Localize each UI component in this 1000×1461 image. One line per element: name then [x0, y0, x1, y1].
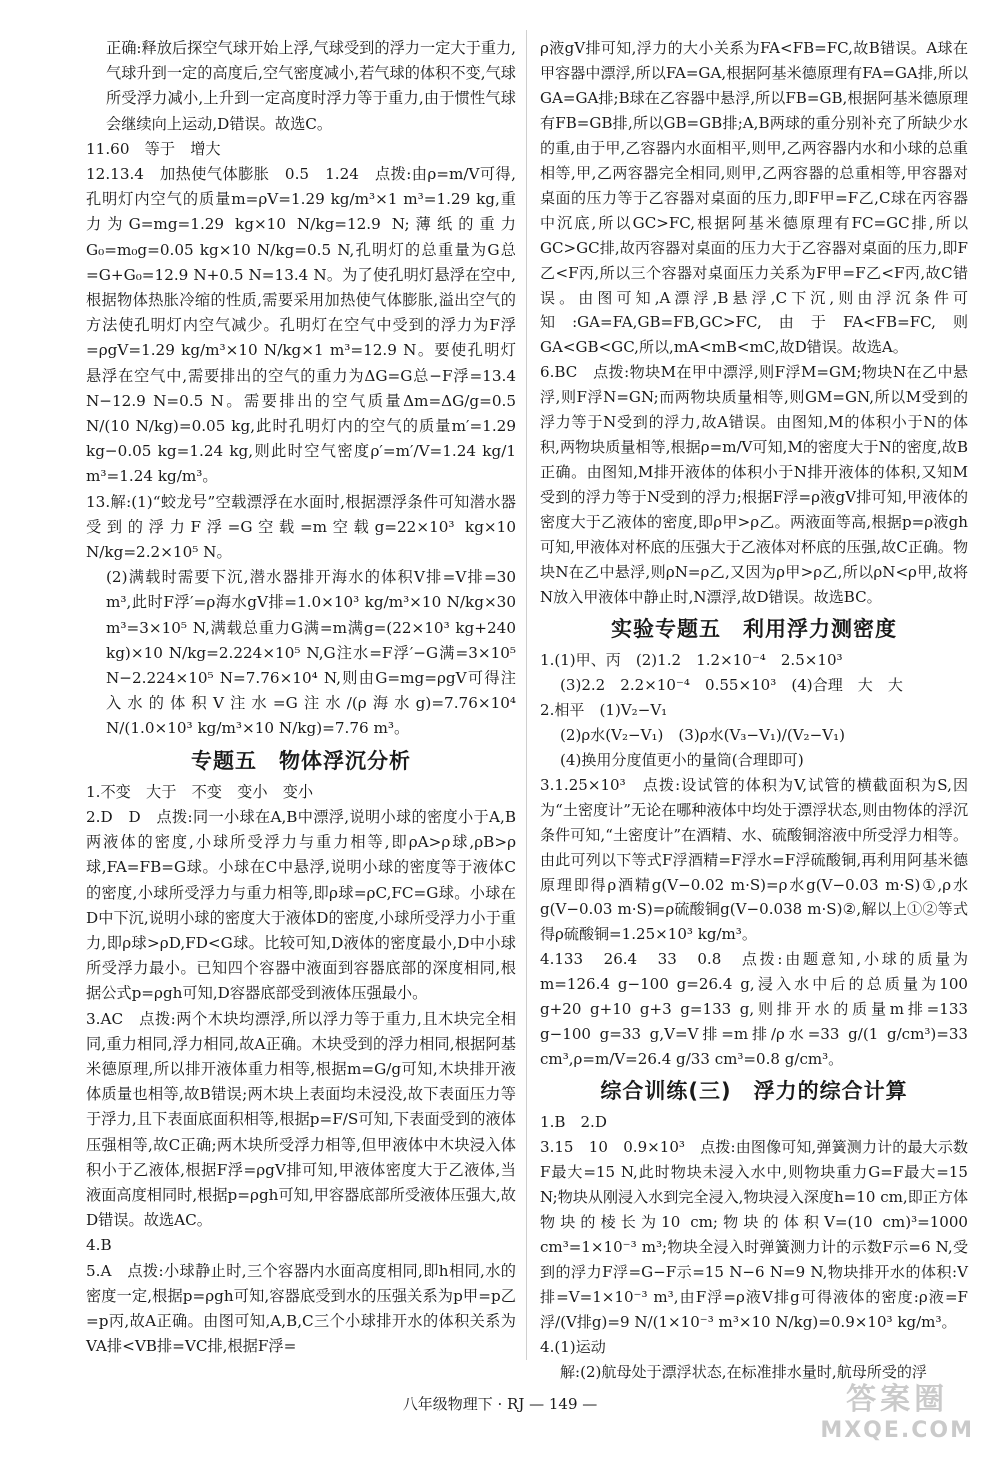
- answer-paragraph: 11.60 等于 增大: [86, 139, 221, 158]
- left-column: [86, 36, 521, 1359]
- section-heading: 专题五 物体浮沉分析: [191, 748, 411, 773]
- answer-paragraph: ρ液gV排可知,浮力的大小关系为FA<FB=FC,故B错误。A球在甲容器中漂浮,所以FA=GA,根据阿基米德原理有FA=GA排,所以GA=GA排;B球在乙容器中悬浮,所以FB=GB,根据阿基米德原理有FB=GB排,所以GB=GB排;A,B两球的重分别补充了所缺少水的重,由于甲,乙容器内水面相平,则甲,乙两容器内水和小球的总重相等,甲,乙两容器完全相同,则甲,乙两容器的总重相等,甲容器对桌面的压力等于乙容器对桌面的压力,即F甲=F乙,C球在丙容器中沉底,所以GC>FC,根据阿基米德原理有FC=GC排,所以GC>GC排,故丙容器对桌面的压力大于乙容器对桌面的压力,即F乙<F丙,所以三个容器对桌面压力关系为F甲=F乙<F丙,故C错误。由图可知,A漂浮,B悬浮,C下沉,则由浮沉条件可知:GA=FA,GB=FB,GC>FC,由于FA<FB=FC,则GA<GB<GC,所以,mA<mB<mC,故D错误。故选A。: [540, 39, 968, 357]
- answer-paragraph: 5.A 点拨:小球静止时,三个容器内水面高度相同,即h相同,水的密度一定,根据p=ρgh可知,容器底受到水的压强关系为p甲=p乙=p丙,故A正确。由图可知,A,B,C三个小球排开水的体积关系为VA排<VB排=VC排,根据F浮=: [86, 1261, 516, 1356]
- watermark-logo-text: 答案圈: [846, 1382, 949, 1417]
- answer-paragraph: 1.B 2.D: [540, 1113, 607, 1132]
- answer-paragraph: 4.133 26.4 33 0.8 点拨:由题意知,小球的质量为m=126.4 g−100 g=26.4 g,浸入水中后的总质量为100 g+20 g+10 g+3 g=133 g,则排开水的质量m排=133 g−100 g=33 g,V=V排=m排/ρ水=33 g/(1 g/cm³)=33 cm³,ρ=m/V=26.4 g/33 cm³=0.8 g/cm³。: [540, 950, 973, 1069]
- answer-paragraph: (2)ρ水(V₂−V₁) (3)ρ水(V₃−V₁)/(V₂−V₁): [560, 725, 845, 744]
- answer-paragraph: 4.B: [86, 1236, 112, 1255]
- answer-paragraph: 13.解:(1)“蛟龙号”空载漂浮在水面时,根据漂浮条件可知潜水器受到的浮力F浮=G空载=m空载g=22×10³ kg×10 N/kg=2.2×10⁵ N。: [86, 492, 521, 562]
- right-column: [540, 36, 973, 1385]
- answer-paragraph: 3.15 10 0.9×10³ 点拨:由图像可知,弹簧测力计的最大示数F最大=15 N,此时物块未浸入水中,则物块重力G=F最大=15 N;物块从刚浸入水到完全浸入,物块浸入深度h=10 cm,即正方体物块的棱长为10 cm;物块的体积V=(10 cm)³=1000 cm³=1×10⁻³ m³;物块全浸入时弹簧测力计的示数F示=6 N,受到的浮力F浮=G−F示=15 N−6 N=9 N,物块排开水的体积:V排=V=1×10⁻³ m³,由F浮=ρ液V排g可得液体的密度:ρ液=F浮/(V排g)=9 N/(1×10⁻³ m³×10 N/kg)=0.9×10³ kg/m³。: [540, 1138, 973, 1331]
- answer-paragraph: (3)2.2 2.2×10⁻⁴ 0.55×10³ (4)合理 大 大: [560, 675, 903, 694]
- watermark-logo: [820, 1374, 974, 1443]
- answer-paragraph: 3.AC 点拨:两个木块均漂浮,所以浮力等于重力,且木块完全相同,重力相同,浮力相同,故A正确。木块受到的浮力相同,根据阿基米德原理,所以排开液体重力相等,根据m=G/g可知,木块排开液体质量也相等,故B错误;两木块上表面均未浸没,故下表面压力等于浮力,且下表面底面积相等,根据p=F/S可知,下表面受到的液体压强相等,故C正确;两木块所受浮力相等,但甲液体中木块浸入体积小于乙液体,根据F浮=ρgV排可知,甲液体密度大于乙液体,当液面高度相同时,根据p=ρgh可知,甲容器底部所受液体压强大,故D错误。故选AC。: [86, 1009, 516, 1230]
- watermark-url: MXQE.COM: [820, 1418, 974, 1443]
- answer-paragraph: (2)满载时需要下沉,潜水器排开海水的体积V排=V排=30 m³,此时F浮′=ρ海水gV排=1.0×10³ kg/m³×10 N/kg×30 m³=3×10⁵ N,满载总重力G满=m满g=(22×10³ kg+240 kg)×10 N/kg=2.224×10⁵ N,G注水=F浮′−G满=3×10⁵ N−2.224×10⁵ N=7.76×10⁴ N,则由G=mg=ρgV可得注入水的体积V注水=G注水/(ρ海水g)=7.76×10⁴ N/(1.0×10³ kg/m³×10 N/kg)=7.76 m³。: [106, 568, 521, 738]
- answer-paragraph: 12.13.4 加热使气体膨胀 0.5 1.24 点拨:由ρ=m/V可得,孔明灯内空气的质量m=ρV=1.29 kg/m³×1 m³=1.29 kg,重力为G=mg=1.29 kg×10 N/kg=12.9 N;薄纸的重力G₀=m₀g=0.05 kg×10 N/kg=0.5 N,孔明灯的总重量为G总=G+G₀=12.9 N+0.5 N=13.4 N。为了使孔明灯悬浮在空中,根据物体热胀冷缩的性质,需要采用加热使气体膨胀,溢出空气的方法使孔明灯内空气减少。孔明灯在空气中受到的浮力为F浮=ρgV=1.29 kg/m³×10 N/kg×1 m³=12.9 N。要使孔明灯悬浮在空气中,需要排出的空气的重力为ΔG=G总−F浮=13.4 N−12.9 N=0.5 N。需要排出的空气质量Δm=ΔG/g=0.5 N/(10 N/kg)=0.05 kg,此时孔明灯内的空气的质量m′=1.29 kg−0.05 kg=1.24 kg,则此时空气密度ρ′=m′/V=1.24 kg/1 m³=1.24 kg/m³。: [86, 165, 521, 486]
- answer-paragraph: 1.(1)甲、丙 (2)1.2 1.2×10⁻⁴ 2.5×10³: [540, 650, 843, 669]
- answer-paragraph: 正确:释放后探空气球开始上浮,气球受到的浮力一定大于重力,气球升到一定的高度后,空气密度减小,若气球的体积不变,气球所受浮力减小,上升到一定高度时浮力等于重力,由于惯性气球会继续向上运动,D错误。故选C。: [106, 39, 516, 133]
- section-heading: 实验专题五 利用浮力测密度: [611, 616, 897, 641]
- answer-paragraph: 4.(1)运动: [540, 1337, 606, 1356]
- answer-paragraph: 2.相平 (1)V₂−V₁: [540, 700, 668, 719]
- page-footer: 八年级物理下 · RJ — 149 —: [402, 1395, 598, 1413]
- answer-paragraph: 解:(2)航母处于漂浮状态,在标准排水量时,航母所受的浮: [560, 1362, 927, 1381]
- answer-paragraph: 2.D D 点拨:同一小球在A,B中漂浮,说明小球的密度小于A,B两液体的密度,小球所受浮力与重力相等,即ρA>ρ球,ρB>ρ球,FA=FB=G球。小球在C中悬浮,说明小球的密度等于液体C的密度,小球所受浮力与重力相等,即ρ球=ρC,FC=G球。小球在D中下沉,说明小球的密度大于液体D的密度,小球所受浮力小于重力,即ρ球>ρD,FD<G球。比较可知,D液体的密度最小,D中小球所受浮力最小。已知四个容器中液面到容器底部的深度相同,根据公式p=ρgh可知,D容器底部受到液体压强最小。: [86, 807, 516, 1003]
- column-divider: [526, 30, 527, 1360]
- answer-paragraph: 1.不变 大于 不变 变小 变小: [86, 782, 314, 801]
- section-heading: 综合训练(三) 浮力的综合计算: [600, 1079, 908, 1104]
- answer-paragraph: 3.1.25×10³ 点拨:设试管的体积为V,试管的横截面积为S,因为“土密度计”无论在哪种液体中均处于漂浮状态,则由物体的浮沉条件可知,“土密度计”在酒精、水、硫酸铜溶液中所受浮力相等。由此可列以下等式F浮酒精=F浮水=F浮硫酸铜,再利用阿基米德原理即得ρ酒精g(V−0.02 m·S)=ρ水g(V−0.03 m·S)①,ρ水g(V−0.03 m·S)=ρ硫酸铜g(V−0.038 m·S)②,解以上①②等式得ρ硫酸铜=1.25×10³ kg/m³。: [540, 775, 968, 944]
- answer-paragraph: (4)换用分度值更小的量筒(合理即可): [560, 750, 804, 769]
- answer-paragraph: 6.BC 点拨:物块M在甲中漂浮,则F浮M=GM;物块N在乙中悬浮,则F浮N=GN;而两物块质量相等,则GM=GN,所以M受到的浮力等于N受到的浮力,故A错误。由图知,M的体积小于N的体积,两物块质量相等,根据ρ=m/V可知,M的密度大于N的密度,故B正确。由图知,M排开液体的体积小于N排开液体的体积,又知M受到的浮力等于N受到的浮力;根据F浮=ρ液gV排可知,甲液体的密度大于乙液体的密度,即ρ甲>ρ乙。两液面等高,根据p=ρ液gh可知,甲液体对杯底的压强大于乙液体对杯底的压强,故C正确。物块N在乙中悬浮,则ρN=ρ乙,又因为ρ甲>ρ乙,所以ρN<ρ甲,故将N放入甲液体中静止时,N漂浮,故D错误。故选BC。: [540, 363, 968, 606]
